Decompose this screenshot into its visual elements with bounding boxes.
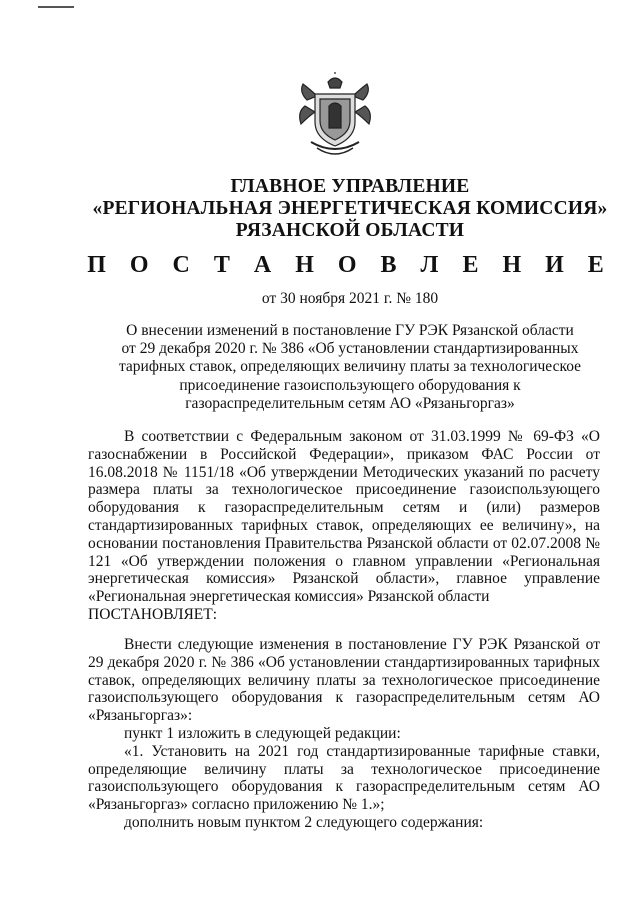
resolution-paragraph: пункт 1 изложить в следующей редакции: bbox=[124, 724, 401, 742]
scan-mark bbox=[38, 6, 74, 8]
preamble-paragraph: В соответствии с Федеральным законом от 31.03.1999 № 69-ФЗ «О газоснабжении в Российской Федерации», приказом ФАС России от 16.08.2018 № 1151/18 «Об утверждении Методических указаний по расчету размера платы за технологическое присоединение газоиспользующего оборудования к газораспределительным сетям и (или) размеров стандартизированных тарифных ставок, определяющих ее величину», на основании постановления Правительства Рязанской области от 02.07.2008 № 121 «Об утверждении положения о главном управлении «Региональная энергетическая комиссия» Рязанской области», главное управление «Региональная энергетическая комиссия» Рязанской области bbox=[88, 428, 600, 606]
subject-line: присоединение газоиспользующего оборудования к bbox=[179, 376, 521, 394]
authority-header bbox=[60, 176, 640, 242]
date-and-number: от 30 ноября 2021 г. № 180 bbox=[261, 290, 439, 307]
subject-line: газораспределительным сетям АО «Рязаньгоргаз» bbox=[185, 394, 515, 412]
header-line-2: «РЕГИОНАЛЬНАЯ ЭНЕРГЕТИЧЕСКАЯ КОМИССИЯ» bbox=[92, 198, 608, 219]
resolution-paragraph: дополнить новым пунктом 2 следующего содержания: bbox=[124, 813, 484, 831]
subject-line: от 29 декабря 2020 г. № 386 «Об установлении стандартизированных bbox=[121, 340, 579, 358]
resolves-line: ПОСТАНОВЛЯЕТ: bbox=[88, 605, 218, 623]
subject-line: тарифных ставок, определяющих величину платы за технологическое bbox=[118, 358, 582, 376]
subject-block bbox=[100, 322, 600, 413]
preamble-block bbox=[88, 428, 600, 624]
subject-line: О внесении изменений в постановление ГУ РЭК Рязанской области bbox=[126, 322, 574, 339]
resolution-paragraph: Внести следующие изменения в постановление ГУ РЭК Рязанской от 29 декабря 2020 г. № 386 «Об установлении стандартизированных тарифных ставок, определяющих величину платы за технологическое присоединение газоиспользующего оборудования к газораспределительным сетям АО «Рязаньгоргаз»: bbox=[88, 636, 600, 725]
resolution-paragraph: «1. Установить на 2021 год стандартизированные тарифные ставки, определяющие величину платы за технологическое присоединение газоиспользующего оборудования к газораспределительным сетям АО «Рязаньгоргаз» согласно приложению № 1.»; bbox=[88, 742, 600, 814]
header-line-1: ГЛАВНОЕ УПРАВЛЕНИЕ bbox=[230, 176, 470, 197]
coat-of-arms-icon bbox=[295, 72, 375, 160]
document-type-title: П О С Т А Н О В Л Е Н И Е bbox=[87, 252, 613, 278]
header-line-3: РЯЗАНСКОЙ ОБЛАСТИ bbox=[235, 220, 465, 241]
resolution-block bbox=[88, 636, 600, 832]
